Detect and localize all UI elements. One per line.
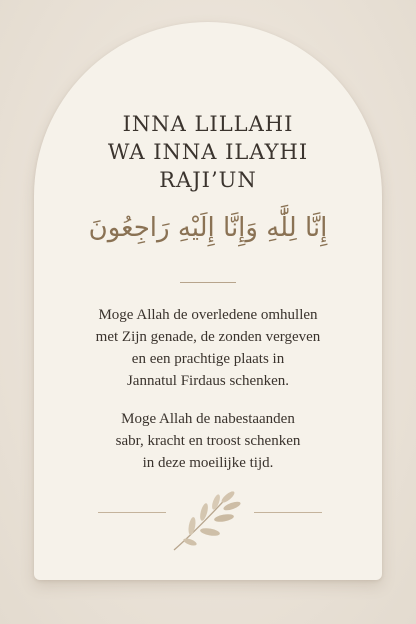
paragraph-line: met Zijn genade, de zonden vergeven [95,329,321,345]
title-line-1: INNA LILLAHI [122,112,294,136]
paragraph-line: Moge Allah de overledene omhullen [98,307,318,323]
paragraph-line: Moge Allah de nabestaanden [121,411,295,427]
divider [180,282,236,283]
paragraph-line: en een prachtige plaats in [131,351,285,367]
title-line-2: WA INNA ILAYHI [107,140,309,164]
paragraph-line: sabr, kracht en troost schenken [115,433,301,449]
paragraph-line: in deze moeilijke tijd. [142,455,274,471]
prayer-paragraph-2 [34,408,382,474]
olive-branch-icon [170,488,246,552]
prayer-paragraph-1 [34,304,382,392]
paragraph-line: Jannatul Firdaus schenken. [126,373,290,389]
title-line-3: RAJI’UN [159,168,257,192]
ornament-line-right [254,512,322,513]
ornament-line-left [98,512,166,513]
arabic-verse: إِنَّا لِلَّٰهِ وَإِنَّا إِلَيْهِ رَاجِعُونَ [88,213,328,243]
page-title [34,110,382,194]
